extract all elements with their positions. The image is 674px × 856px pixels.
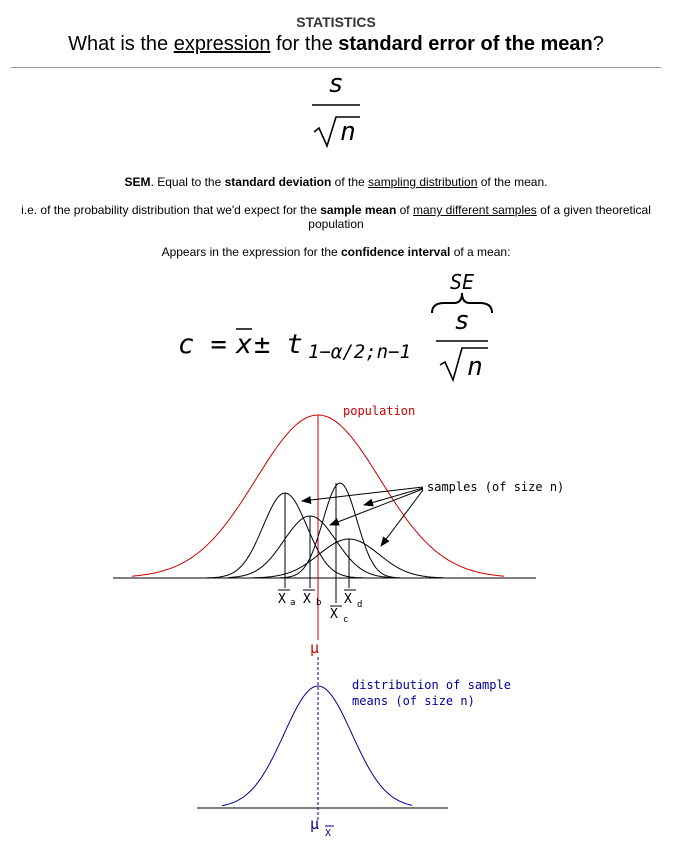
population-label: population xyxy=(343,404,416,418)
ci-lhs: c = xyxy=(178,329,227,360)
xbar-a-subscript: a xyxy=(290,598,296,608)
confidence-text-2: of a mean: xyxy=(450,245,511,259)
question-prefix: What is the xyxy=(68,33,174,55)
expression-link[interactable]: expression xyxy=(173,33,271,55)
population-mean-mu: μ xyxy=(310,639,320,657)
question-title xyxy=(0,33,672,56)
category-label: STATISTICS xyxy=(296,14,376,30)
sampling-distribution-link[interactable]: sampling distribution xyxy=(368,175,478,189)
explanation-text-2: of xyxy=(396,203,413,217)
xbar-d-subscript: d xyxy=(357,600,363,610)
ci-denominator: n xyxy=(467,352,483,382)
sample-curve-c xyxy=(280,483,400,578)
ci-xbar: x xyxy=(236,329,253,360)
ci-se-label: SE xyxy=(449,270,475,294)
arrow-to-sample-b xyxy=(330,489,423,525)
question-mid: for the xyxy=(270,33,339,55)
confidence-intro xyxy=(14,245,658,259)
distribution-label-line1: distribution of sample xyxy=(352,678,511,692)
definition-text-1: . Equal to the xyxy=(150,175,225,189)
xbar-b-subscript: b xyxy=(316,598,322,608)
ci-formula xyxy=(170,265,510,390)
definition-text-3: of the mean. xyxy=(477,175,548,189)
sem-explanation xyxy=(14,203,658,231)
xbar-b-label: X xyxy=(303,592,311,607)
xbar-c-subscript: c xyxy=(343,615,349,625)
many-samples-link[interactable]: many different samples xyxy=(412,203,537,217)
xbar-d-label: X xyxy=(344,592,352,607)
explanation-text-3: of a given theoretical population xyxy=(308,203,651,231)
xbar-a-label: X xyxy=(278,592,286,607)
divider xyxy=(11,67,661,68)
sem-numerator: s xyxy=(328,70,344,99)
sem-denominator: n xyxy=(340,117,356,147)
sem-definition xyxy=(14,175,658,189)
ci-pm-t: ± t xyxy=(254,329,303,360)
confidence-text-1: Appears in the expression for the xyxy=(161,245,341,259)
sem-formula xyxy=(300,70,380,154)
distribution-label-line2: means (of size n) xyxy=(352,694,475,708)
definition-bold: standard deviation xyxy=(224,175,332,189)
sem-term: SEM xyxy=(124,175,151,189)
sampling-diagram xyxy=(0,395,674,855)
ci-numerator: s xyxy=(454,306,470,336)
question-subject: standard error of the mean xyxy=(338,33,593,55)
confidence-bold: confidence interval xyxy=(341,245,451,259)
definition-text-2: of the xyxy=(331,175,369,189)
explanation-bold: sample mean xyxy=(320,203,397,217)
explanation-text-1: i.e. of the probability distribution that we'd expect for the xyxy=(21,203,321,217)
arrow-to-sample-a xyxy=(302,487,423,501)
samples-label: samples (of size n) xyxy=(427,480,565,494)
xbar-c-label: X xyxy=(330,607,338,622)
question-suffix: ? xyxy=(592,33,604,55)
ci-subscript: 1−α/2;n−1 xyxy=(308,341,411,363)
sampling-mean-mu: μ xyxy=(310,815,320,833)
sampling-mean-subscript: X xyxy=(325,828,332,839)
